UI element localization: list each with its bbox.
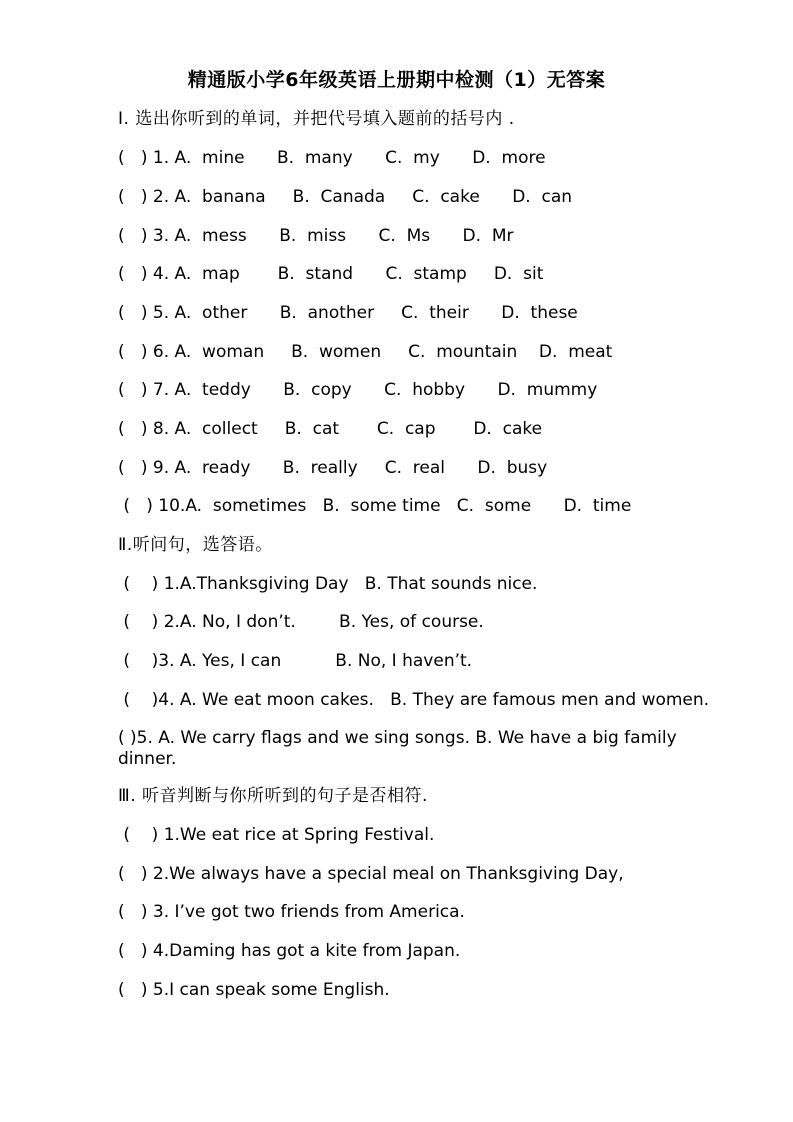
question-line: ( ) 1. A. mine B. many C. my D. more xyxy=(118,148,546,168)
question-line: ( ) 4. A. map B. stand C. stamp D. sit xyxy=(118,264,544,284)
question-line: ( ) 2.We always have a special meal on Thanksgiving Day, xyxy=(118,864,624,884)
question-line: ( ) 9. A. ready B. really C. real D. busy xyxy=(118,458,548,478)
question-line: ( ) 1.A.Thanksgiving Day B. That sounds nice. xyxy=(118,574,538,594)
question-line: ( ) 2. A. banana B. Canada C. cake D. can xyxy=(118,187,573,207)
question-line: ( ) 10.A. sometimes B. some time C. some D. time xyxy=(118,496,632,516)
question-line: ( ) 1.We eat rice at Spring Festival. xyxy=(118,825,435,845)
question-line: ( ) 3. A. mess B. miss C. Ms D. Mr xyxy=(118,226,514,246)
question-line: ( ) 7. A. teddy B. copy C. hobby D. mummy xyxy=(118,380,598,400)
question-line: ( ) 6. A. woman B. women C. mountain D. meat xyxy=(118,342,613,362)
question-line: ( )5. A. We carry flags and we sing songs. B. We have a big family dinner. xyxy=(118,728,677,769)
question-line: ( ) 4.Daming has got a kite from Japan. xyxy=(118,941,461,961)
question-line: ( ) 5.I can speak some English. xyxy=(118,980,390,1000)
section-3-heading: Ⅲ. 听音判断与你所听到的句子是否相符. xyxy=(118,786,428,806)
section-2-heading: Ⅱ.听问句，选答语。 xyxy=(118,535,273,555)
question-line: ( ) 3. I’ve got two friends from America. xyxy=(118,902,465,922)
page-title: 精通版小学6年级英语上册期中检测（1）无答案 xyxy=(187,69,606,91)
question-line: ( ) 5. A. other B. another C. their D. these xyxy=(118,303,578,323)
question-line: ( )3. A. Yes, I can B. No, I haven’t. xyxy=(118,651,473,671)
question-line: ( ) 8. A. collect B. cat C. cap D. cake xyxy=(118,419,543,439)
section-1-heading: Ⅰ. 选出你听到的单词，并把代号填入题前的括号内 . xyxy=(118,109,515,129)
question-line: ( )4. A. We eat moon cakes. B. They are famous men and women. xyxy=(118,690,710,710)
question-line: ( ) 2.A. No, I don’t. B. Yes, of course. xyxy=(118,612,484,632)
